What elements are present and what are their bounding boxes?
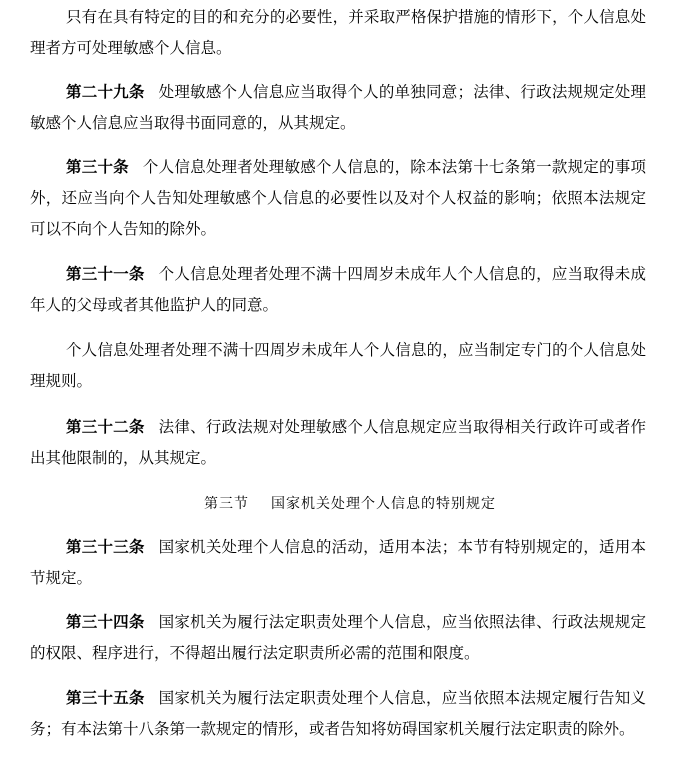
article-29 <box>30 77 646 139</box>
article-number: 第三十一条 <box>66 265 145 283</box>
article-35 <box>30 683 646 745</box>
section-heading <box>0 494 700 514</box>
article-text: 国家机关处理个人信息的活动，适用本法；本节有特别规定的，适用本节规定。 <box>30 538 646 587</box>
article-number: 第三十三条 <box>66 538 145 556</box>
article-32 <box>30 412 646 474</box>
article-34 <box>30 607 646 669</box>
article-text: 国家机关为履行法定职责处理个人信息，应当依照本法规定履行告知义务；有本法第十八条第一款规定的情形，或者告知将妨碍国家机关履行法定职责的除外。 <box>30 689 646 738</box>
paragraph-text: 个人信息处理者处理不满十四周岁未成年人个人信息的，应当制定专门的个人信息处理规则。 <box>30 341 646 390</box>
paragraph-text: 只有在具有特定的目的和充分的必要性，并采取严格保护措施的情形下，个人信息处理者方可处理敏感个人信息。 <box>30 8 646 57</box>
article-30 <box>30 152 646 245</box>
article-31-paragraph-2 <box>30 335 646 397</box>
article-number: 第三十二条 <box>66 418 145 436</box>
section-number: 第三节 <box>204 496 249 512</box>
article-text: 个人信息处理者处理不满十四周岁未成年人个人信息的，应当取得未成年人的父母或者其他监护人的同意。 <box>30 265 646 314</box>
article-number: 第三十四条 <box>66 613 145 631</box>
article-number: 第三十条 <box>66 158 129 176</box>
article-text: 法律、行政法规对处理敏感个人信息规定应当取得相关行政许可或者作出其他限制的，从其规定。 <box>30 418 646 467</box>
article-number: 第二十九条 <box>66 83 145 101</box>
article-33 <box>30 532 646 594</box>
paragraph-continuation <box>30 2 646 64</box>
article-number: 第三十五条 <box>66 689 145 707</box>
section-title: 国家机关处理个人信息的特别规定 <box>271 496 496 512</box>
article-31 <box>30 259 646 321</box>
article-text: 处理敏感个人信息应当取得个人的单独同意；法律、行政法规规定处理敏感个人信息应当取得书面同意的，从其规定。 <box>30 83 646 132</box>
article-text: 个人信息处理者处理敏感个人信息的，除本法第十七条第一款规定的事项外，还应当向个人告知处理敏感个人信息的必要性以及对个人权益的影响；依照本法规定可以不向个人告知的除外。 <box>30 158 646 238</box>
article-text: 国家机关为履行法定职责处理个人信息，应当依照法律、行政法规规定的权限、程序进行，不得超出履行法定职责所必需的范围和限度。 <box>30 613 646 662</box>
